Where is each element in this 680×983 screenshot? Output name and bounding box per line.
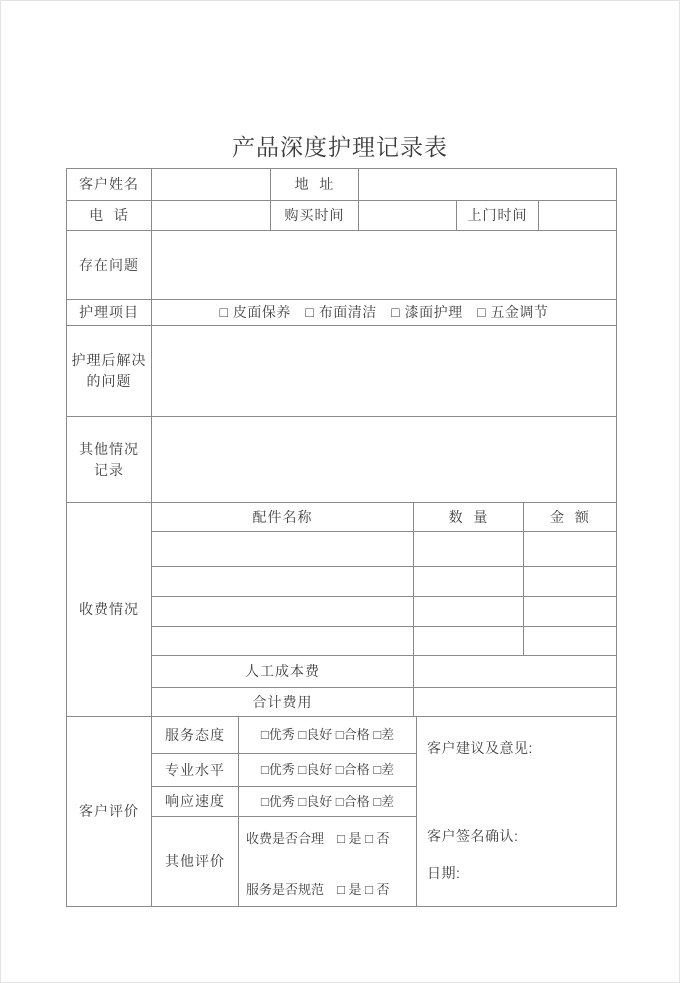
- quantity-field[interactable]: [414, 532, 524, 567]
- service-attitude-checkbox-group[interactable]: □优秀 □良好 □合格 □差: [239, 717, 417, 754]
- quantity-field[interactable]: [414, 597, 524, 627]
- other-records-field[interactable]: [152, 417, 617, 503]
- solved-problems-label-line1: 护理后解决: [71, 352, 147, 368]
- form-table: [66, 168, 617, 907]
- amount-field[interactable]: [524, 597, 617, 627]
- customer-feedback-cell: [417, 717, 617, 907]
- existing-problems-field[interactable]: [152, 231, 617, 300]
- solved-problems-field[interactable]: [152, 326, 617, 417]
- other-evaluation-cell: [239, 817, 417, 907]
- solved-problems-label-line2: 的问题: [86, 373, 132, 389]
- purchase-time-field[interactable]: [359, 201, 457, 231]
- amount-field[interactable]: [524, 567, 617, 597]
- labor-cost-field[interactable]: [414, 656, 617, 688]
- other-evaluation-label: 其他评价: [152, 817, 239, 907]
- phone-field[interactable]: [152, 201, 271, 231]
- visit-time-label: 上门时间: [457, 201, 539, 231]
- quantity-field[interactable]: [414, 567, 524, 597]
- professional-level-checkbox-group[interactable]: □优秀 □良好 □合格 □差: [239, 754, 417, 787]
- quantity-header: 数 量: [414, 503, 524, 532]
- service-standard-checkbox-group[interactable]: 服务是否规范 □ 是 □ 否: [246, 882, 390, 897]
- amount-header: 金 额: [524, 503, 617, 532]
- care-items-checkbox-group[interactable]: □ 皮面保养 □ 布面清洁 □ 漆面护理 □ 五金调节: [152, 300, 617, 326]
- customer-name-label: 客户姓名: [67, 169, 152, 201]
- visit-time-field[interactable]: [539, 201, 617, 231]
- signature-label: 客户签名确认:: [427, 828, 519, 844]
- care-items-label: 护理项目: [67, 300, 152, 326]
- total-cost-field[interactable]: [414, 688, 617, 717]
- other-records-label-line1: 其他情况: [79, 440, 139, 457]
- part-name-field[interactable]: [152, 567, 414, 597]
- address-field[interactable]: [359, 169, 617, 201]
- total-cost-label: 合计费用: [152, 688, 414, 717]
- existing-problems-label: 存在问题: [67, 231, 152, 300]
- fee-reasonable-checkbox-group[interactable]: 收费是否合理 □ 是 □ 否: [246, 831, 390, 846]
- solved-problems-label: [67, 326, 152, 417]
- customer-name-field[interactable]: [152, 169, 271, 201]
- part-name-field[interactable]: [152, 532, 414, 567]
- part-name-field[interactable]: [152, 627, 414, 656]
- form-title: 产品深度护理记录表: [232, 134, 448, 160]
- other-records-label: [67, 417, 152, 503]
- service-attitude-label: 服务态度: [152, 717, 239, 754]
- phone-label: 电 话: [67, 201, 152, 231]
- amount-field[interactable]: [524, 532, 617, 567]
- fee-section-label: 收费情况: [67, 503, 152, 717]
- address-label: 地 址: [271, 169, 359, 201]
- part-name-field[interactable]: [152, 597, 414, 627]
- professional-level-label: 专业水平: [152, 754, 239, 787]
- part-name-header: 配件名称: [152, 503, 414, 532]
- labor-cost-label: 人工成本费: [152, 656, 414, 688]
- other-records-label-line2: 记录: [94, 461, 124, 478]
- amount-field[interactable]: [524, 627, 617, 656]
- response-speed-checkbox-group[interactable]: □优秀 □良好 □合格 □差: [239, 787, 417, 817]
- purchase-time-label: 购买时间: [271, 201, 359, 231]
- date-label: 日期:: [427, 865, 461, 881]
- suggestions-label: 客户建议及意见:: [427, 740, 533, 756]
- response-speed-label: 响应速度: [152, 787, 239, 817]
- evaluation-section-label: 客户评价: [67, 717, 152, 907]
- quantity-field[interactable]: [414, 627, 524, 656]
